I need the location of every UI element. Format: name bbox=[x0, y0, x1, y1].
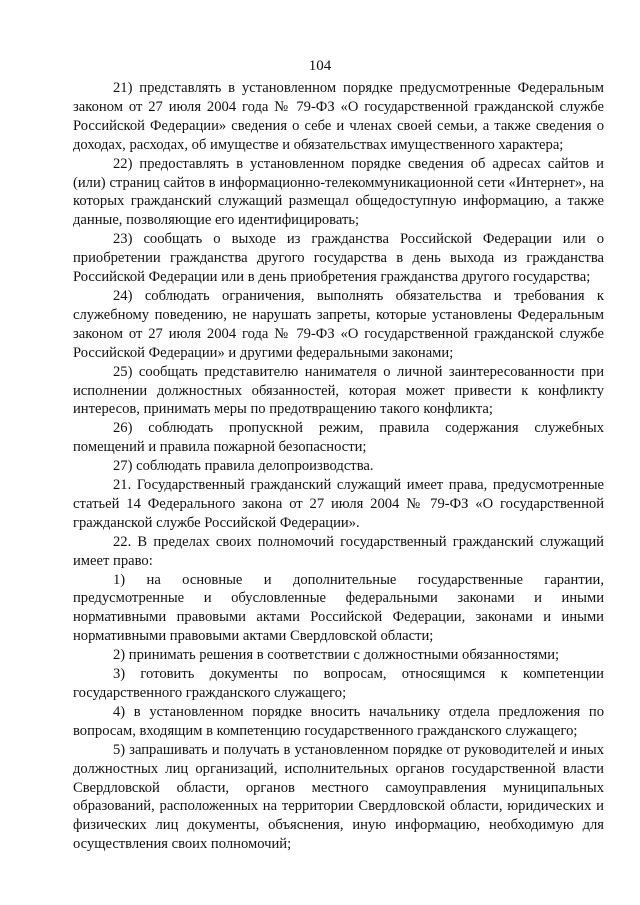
paragraph-right-1: 1) на основные и дополнительные государственные гарантии, предусмотренные и обусловленные федеральными законами и иными нормативными правовыми актами Российской Федерации, законами и иными нормативными правовыми актами Свердловской области; bbox=[73, 571, 604, 645]
paragraph-right-4: 4) в установленном порядке вносить начальнику отдела предложения по вопросам, входящим в компетенцию государственного гражданского служащего; bbox=[73, 703, 604, 739]
paragraph-item-23: 23) сообщать о выходе из гражданства Российской Федерации или о приобретении гражданства другого государства в день выхода из гражданства Российской Федерации или в день приобретения гражданства другого государства; bbox=[73, 231, 604, 286]
paragraph-right-5: 5) запрашивать и получать в установленном порядке от руководителей и иных должностных лиц организаций, исполнительных органов государственной власти Свердловской области, органов местного самоуправления муниципальных образований, расположенных на территории Свердловской области, юридических и физических лиц документы, объяснения, иную информацию, необходимую для осуществления своих полномочий; bbox=[73, 741, 604, 853]
paragraph-item-26: 26) соблюдать пропускной режим, правила содержания служебных помещений и правила пожарной безопасности; bbox=[73, 420, 604, 456]
paragraph-right-2: 2) принимать решения в соответствии с должностными обязанностями; bbox=[113, 647, 560, 664]
paragraph-item-25: 25) сообщать представителю нанимателя о личной заинтересованности при исполнении должностных обязанностей, которая может привести к конфликту интересов, принимать меры по предотвращению такого конфликта; bbox=[73, 363, 604, 418]
paragraph-item-24: 24) соблюдать ограничения, выполнять обязательства и требования к служебному поведению, не нарушать запреты, которые установлены Федеральным законом от 27 июля 2004 года № 79-ФЗ «О государственной гражданской службе Российской Федерации» и другими федеральными законами; bbox=[73, 287, 604, 361]
paragraph-item-27: 27) соблюдать правила делопроизводства. bbox=[113, 458, 374, 475]
paragraph-item-22: 22) предоставлять в установленном порядке сведения об адресах сайтов и (или) страниц сайтов в информационно-телекоммуникационной сети «Интернет», на которых гражданский служащий размещал общедоступную информацию, а также данные, позволяющие его идентифицировать; bbox=[73, 155, 604, 229]
document-body bbox=[73, 79, 604, 854]
paragraph-right-3: 3) готовить документы по вопросам, относящимся к компетенции государственного гражданского служащего; bbox=[73, 666, 604, 701]
paragraph-item-21: 21) представлять в установленном порядке предусмотренные Федеральным законом от 27 июля 2004 года № 79-ФЗ «О государственной гражданской службе Российской Федерации» сведения о себе и членах своей семьи, а также сведения о доходах, расходах, об имуществе и обязательствах имущественного характера; bbox=[73, 80, 604, 153]
paragraph-section-21-rights: 21. Государственный гражданский служащий имеет права, предусмотренные статьей 14 Федерального закона от 27 июля 2004 № 79-ФЗ «О государственной гражданской службе Российской Федерации». bbox=[73, 477, 604, 531]
page-number: 104 bbox=[308, 58, 332, 74]
paragraph-section-22-intro: 22. В пределах своих полномочий государственный гражданский служащий имеет право: bbox=[73, 533, 604, 569]
